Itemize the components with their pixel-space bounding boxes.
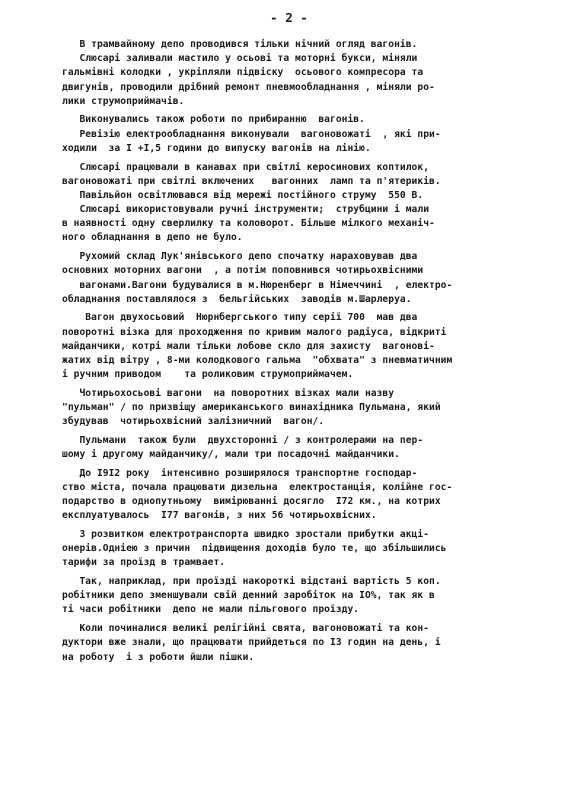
- text-line: онерів.Одніею з причин підвищення доходів було те, що збільшились: [62, 543, 447, 555]
- text-line: З розвитком електротранспорта швидко зростали прибутки акці-: [62, 529, 430, 540]
- text-line: шому і другому майданчику/, мали три посадочні майданчики.: [62, 449, 400, 461]
- text-line: тарифи за проїзд в трамвает.: [62, 557, 226, 569]
- text-line: ходили за I +I,5 години до випуску вагонів на лінію.: [62, 142, 371, 154]
- text-line: на роботу і з роботи йшли пішки.: [62, 651, 255, 663]
- text-line: обладнання поставлялося з бельгійських заводів м.Шарлеруа.: [62, 293, 412, 305]
- text-line: Слюсарі заливали мастило у осьові та моторні букси, міняли: [62, 53, 418, 65]
- text-line: Павільйон освітлювався від мережі постійного струму 550 В.: [62, 189, 424, 201]
- text-line: В трамвайному депо проводився тільки нічний огляд вагонів.: [62, 39, 418, 50]
- text-line: вагоновожаті при світлі включених вагонних ламп та п'ятериків.: [62, 175, 441, 187]
- text-line: лики струмоприймачів.: [62, 95, 185, 107]
- text-line: Коли починалися великі релігійні свята, вагоновожаті та кон-: [62, 623, 430, 635]
- text-line: До I9I2 року інтенсивно розширялося транспортне господар-: [62, 467, 418, 479]
- text-line: Рухомий склад Лук'янівського депо спочатку нараховував два: [62, 251, 418, 263]
- text-line: Ревізію електрообладнання виконували вагоновожаті , які при-: [62, 128, 441, 140]
- text-line: експлуатувалось I77 вагонів, з них 56 чотирьохвісних.: [62, 510, 377, 522]
- text-line: основних моторних вагони , а потім поповнився чотирьохвісними: [62, 265, 424, 277]
- text-line: Виконувались також роботи по прибиранню вагонів.: [62, 114, 365, 126]
- text-line: двигунів, проводили дрібний ремонт пневмообладнання , міняли ро-: [62, 81, 435, 93]
- text-line: Слюсарі використовували ручні інструменти; струбцини і мали: [62, 204, 430, 216]
- text-line: поворотні візка для проходження по кривим малого радіуса, відкриті: [62, 326, 447, 338]
- text-line: подарство в однопутньому вимірюванні досягло I72 км., на котрих: [62, 496, 441, 508]
- text-line: майданчики, котрі мали тільки лобове скло для захисту вагонові-: [62, 340, 435, 352]
- text-line: вагонами.Вагони будувалися в м.Нюренберг в Німеччині , електро-: [62, 279, 453, 291]
- page-number: - 2 -: [270, 10, 308, 25]
- document-body: [62, 38, 562, 665]
- text-line: дуктори вже знали, що працювати прийдеться по I3 годин на день, і: [62, 637, 441, 649]
- text-line: ті часи робітники депо не мали пільгового проїзду.: [62, 604, 360, 616]
- text-line: Так, наприклад, при проїзді накороткі відстані вартість 5 коп.: [62, 576, 441, 588]
- text-line: ство міста, почала працювати дизельна електростанція, колійне гос-: [62, 481, 453, 493]
- text-line: збудував чотирьохвісний залізничний вагон/.: [62, 416, 325, 428]
- text-line: Чотирьохосьові вагони на поворотних візках мали назву: [62, 387, 395, 399]
- text-line: гальмівні колодки , укріпляли підвіску осьового компресора та: [62, 67, 424, 79]
- text-line: жатих від вітру , 8-ми колодкового гальма "обхвата" з пневматичним: [62, 354, 453, 366]
- text-line: ного обладнання в депо не було.: [62, 232, 243, 244]
- text-line: Слюсарі працювали в канавах при світлі керосинових коптилок,: [62, 161, 430, 173]
- text-line: "пульман" / по призвіщу американського винахідника Пульмана, який: [62, 402, 441, 413]
- text-line: Вагон двухосьовий Нюрнбергського типу серії 700 мав два: [62, 312, 418, 324]
- text-line: в наявності одну сверлилку та коловорот. Більше мілкого механіч-: [62, 218, 435, 230]
- text-line: робітники депо зменшували свій денний заробіток на IO%, так як в: [62, 590, 435, 602]
- text-line: і ручним приводом та роликовим струмоприймачем.: [62, 369, 354, 381]
- text-line: Пульмани також були двухсторонні / з контролерами на пер-: [62, 434, 424, 446]
